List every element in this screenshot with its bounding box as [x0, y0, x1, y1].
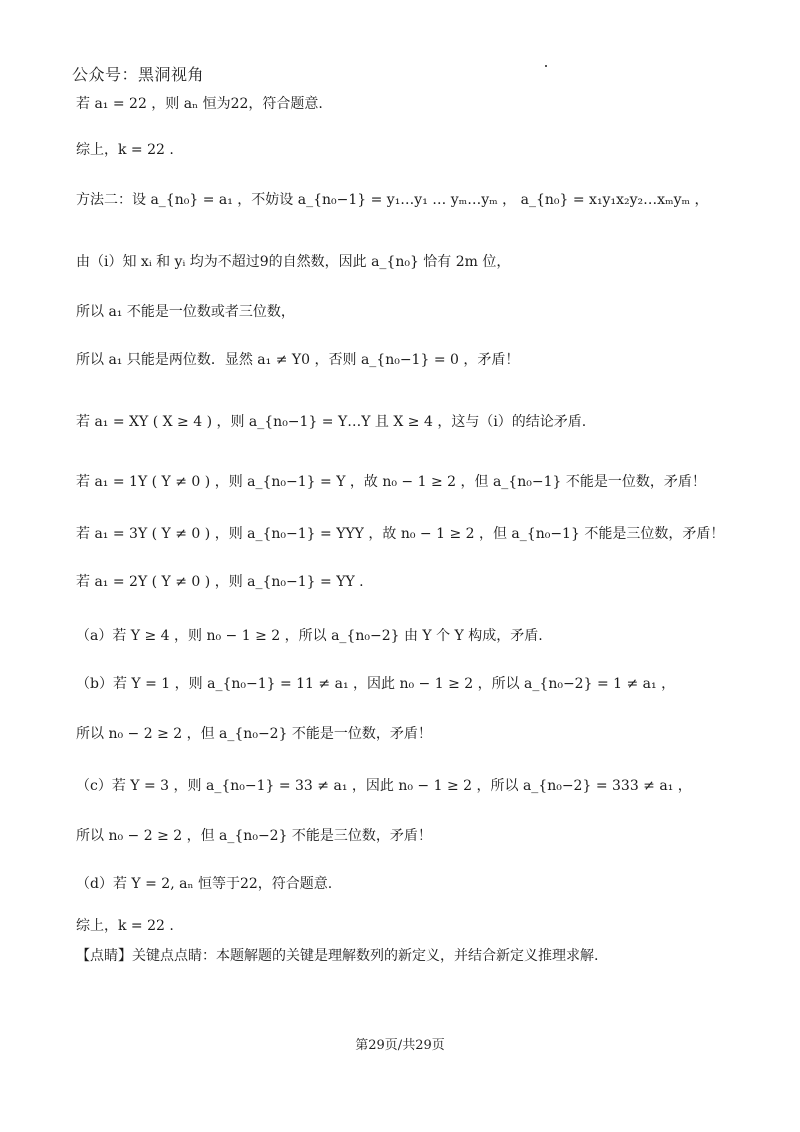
- solution-line-4: 由（i）知 xᵢ 和 yᵢ 均为不超过9的自然数，因此 a_{n₀} 恰有 2m 位，: [76, 254, 511, 270]
- solution-line-13: 所以 n₀ − 2 ≥ 2 ，但 a_{n₀−2} 不能是一位数，矛盾！: [76, 726, 432, 742]
- solution-line-1: 若 a₁ = 22 ，则 aₙ 恒为22，符合题意.: [76, 96, 323, 112]
- solution-line-14: （c）若 Y = 3 ，则 a_{n₀−1} = 33 ≠ a₁ ，因此 n₀ − 1 ≥ 2 ，所以 a_{n₀−2} = 333 ≠ a₁ ，: [76, 778, 692, 794]
- page-footer: 第29页/共29页: [355, 1038, 445, 1053]
- watermark-text: 公众号：黑洞视角: [72, 65, 205, 84]
- solution-line-17: 综上，k = 22 .: [76, 918, 174, 934]
- solution-line-3: 方法二：设 a_{n₀} = a₁ ，不妨设 a_{n₀−1} = y₁…y₁ … yₘ…yₘ ， a_{n₀} = x₁y₁x₂y₂…xₘyₘ ，: [76, 192, 709, 208]
- solution-line-15: 所以 n₀ − 2 ≥ 2 ，但 a_{n₀−2} 不能是三位数，矛盾！: [76, 828, 432, 844]
- solution-line-7: 若 a₁ = XY ( X ≥ 4 ) ，则 a_{n₀−1} = Y…Y 且 X ≥ 4 ，这与（i）的结论矛盾.: [76, 414, 587, 430]
- solution-line-2: 综上，k = 22 .: [76, 142, 174, 158]
- solution-line-11: （a）若 Y ≥ 4 ，则 n₀ − 1 ≥ 2 ，所以 a_{n₀−2} 由 Y 个 Y 构成，矛盾.: [76, 628, 543, 644]
- solution-line-6: 所以 a₁ 只能是两位数．显然 a₁ ≠ Y0 ，否则 a_{n₀−1} = 0 ，矛盾！: [76, 352, 520, 368]
- solution-line-9: 若 a₁ = 3Y ( Y ≠ 0 ) ，则 a_{n₀−1} = YYY ，故 n₀ − 1 ≥ 2 ，但 a_{n₀−1} 不能是三位数，矛盾！: [76, 526, 725, 542]
- solution-line-10: 若 a₁ = 2Y ( Y ≠ 0 ) ，则 a_{n₀−1} = YY .: [76, 574, 364, 590]
- solution-line-18: 【点睛】关键点点睛：本题解题的关键是理解数列的新定义，并结合新定义推理求解.: [76, 948, 599, 964]
- solution-line-8: 若 a₁ = 1Y ( Y ≠ 0 ) ，则 a_{n₀−1} = Y ，故 n₀ − 1 ≥ 2 ，但 a_{n₀−1} 不能是一位数，矛盾！: [76, 474, 706, 490]
- decorative-dot: [545, 65, 547, 67]
- solution-line-16: （d）若 Y = 2, aₙ 恒等于22，符合题意.: [76, 876, 333, 892]
- solution-line-5: 所以 a₁ 不能是一位数或者三位数，: [76, 304, 295, 320]
- solution-line-12: （b）若 Y = 1 ，则 a_{n₀−1} = 11 ≠ a₁ ，因此 n₀ − 1 ≥ 2 ，所以 a_{n₀−2} = 1 ≠ a₁ ，: [76, 676, 676, 692]
